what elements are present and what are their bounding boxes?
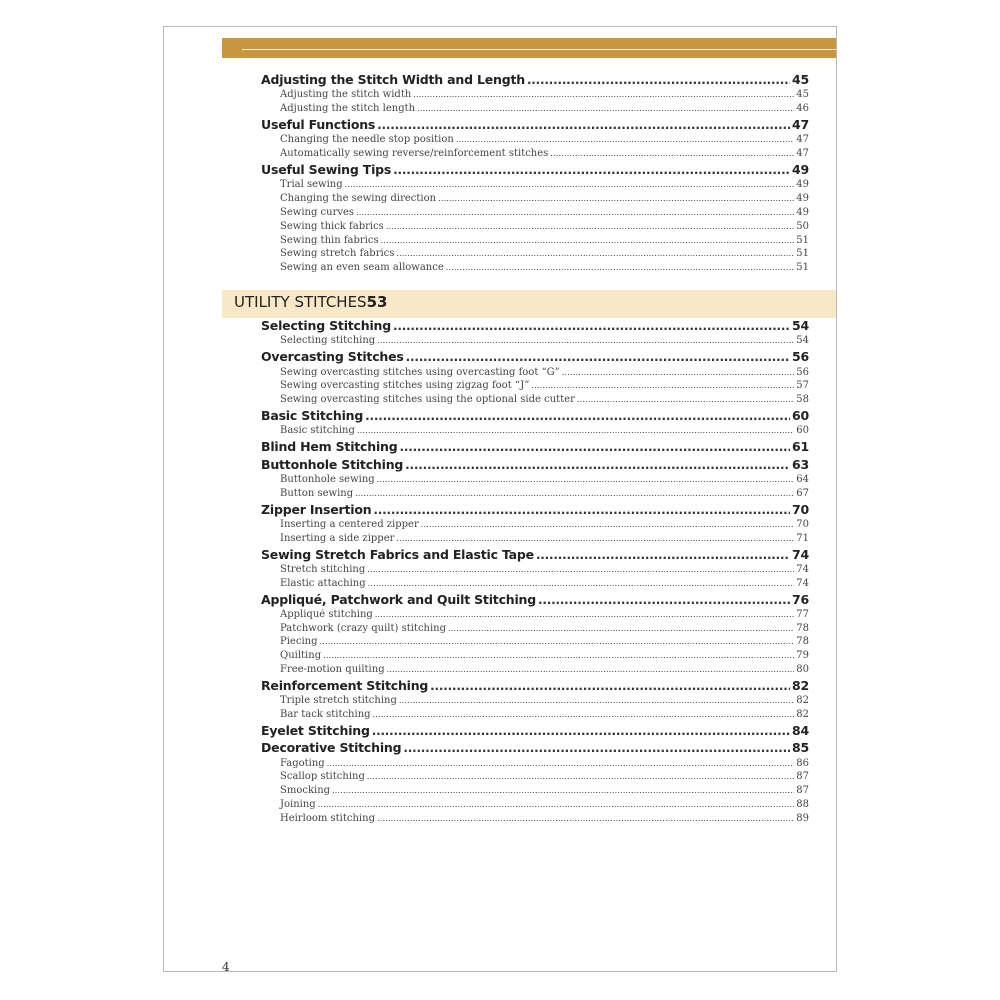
toc-dot-leader [318, 800, 795, 809]
toc-entry-title: Sewing overcasting stitches using overcasting foot “G” [280, 366, 560, 378]
toc-entry-title: Trial sewing [280, 179, 343, 191]
toc-entry-page: 47 [796, 148, 809, 160]
toc-dot-leader [421, 520, 795, 529]
toc-dot-leader [405, 458, 790, 472]
toc-entry-title: Zipper Insertion [261, 501, 372, 517]
toc-entry-page: 67 [796, 487, 809, 499]
toc-dot-leader [438, 194, 794, 203]
toc-dot-leader [446, 263, 795, 272]
toc-entry-title: Sewing Stretch Fabrics and Elastic Tape [261, 546, 534, 562]
toc-entry-title: Basic stitching [280, 425, 355, 437]
toc-dot-leader [417, 104, 794, 113]
toc-subentry [261, 609, 809, 623]
toc-subentry [261, 636, 809, 650]
toc-entry-page: 70 [796, 518, 809, 530]
toc-subentry [261, 623, 809, 637]
toc-dot-leader [393, 163, 790, 177]
toc-subentry [261, 813, 809, 827]
toc-subentry [261, 262, 809, 276]
toc-entry-title: Sewing thick fabrics [280, 220, 384, 232]
toc-subentry [261, 488, 809, 502]
toc-entry-page: 49 [796, 206, 809, 218]
toc-entry-title: Triple stretch stitching [280, 695, 397, 707]
toc-subentry [261, 695, 809, 709]
toc-entry-page: 71 [796, 532, 809, 544]
toc-dot-leader [538, 593, 790, 607]
toc-entry-title: Changing the sewing direction [280, 193, 437, 205]
toc-list-utility [261, 318, 809, 827]
section-page: 53 [366, 293, 388, 311]
toc-entry-title: Useful Functions [261, 116, 376, 132]
toc-entry-page: 49 [796, 179, 809, 191]
toc-entry-title: Selecting Stitching [261, 318, 391, 333]
toc-entry-title: Buttonhole sewing [280, 473, 375, 485]
toc-entry-title: Buttonhole Stitching [261, 456, 404, 472]
toc-dot-leader [327, 759, 795, 768]
toc-dot-leader [413, 90, 794, 99]
toc-dot-leader [399, 696, 794, 705]
toc-subentry [261, 235, 809, 249]
toc-subentry [261, 207, 809, 221]
toc-dot-leader [357, 426, 794, 435]
toc-entry-title: Appliqué, Patchwork and Quilt Stitching [261, 591, 537, 607]
toc-subentry [261, 134, 809, 148]
toc-entry-title: Patchwork (crazy quilt) stitching [280, 622, 447, 634]
toc-subentry [261, 367, 809, 381]
toc-subentry [261, 519, 809, 533]
toc-entry-title: Blind Hem Stitching [261, 439, 398, 455]
section-title: UTILITY STITCHES [234, 293, 367, 311]
toc-dot-leader [406, 350, 790, 364]
toc-entry-page: 46 [796, 103, 809, 115]
toc-dot-leader [372, 724, 790, 738]
toc-dot-leader [365, 409, 790, 423]
toc-chapter-entry [261, 457, 809, 474]
toc-dot-leader [577, 395, 794, 404]
toc-entry-title: Button sewing [280, 487, 354, 499]
toc-entry-page: 82 [792, 677, 809, 693]
toc-entry-page: 51 [796, 262, 809, 274]
toc-entry-page: 47 [792, 116, 809, 132]
toc-dot-leader [345, 180, 795, 189]
toc-entry-title: Elastic attaching [280, 577, 366, 589]
toc-dot-leader [377, 118, 790, 132]
toc-entry-page: 84 [792, 722, 809, 738]
toc-subentry [261, 709, 809, 723]
toc-entry-page: 60 [796, 425, 809, 437]
toc-dot-leader [367, 772, 794, 781]
toc-subentry [261, 89, 809, 103]
toc-subentry [261, 578, 809, 592]
toc-entry-page: 79 [796, 650, 809, 662]
toc-entry-title: Basic Stitching [261, 407, 364, 423]
toc-dot-leader [448, 624, 794, 633]
toc-subentry [261, 248, 809, 262]
toc-entry-page: 82 [796, 709, 809, 721]
toc-chapter-entry [261, 678, 809, 695]
toc-entry-page: 64 [796, 473, 809, 485]
toc-entry-title: Adjusting the stitch width [280, 89, 412, 101]
toc-chapter-entry [261, 349, 809, 366]
toc-subentry [261, 785, 809, 799]
toc-dot-leader [527, 73, 790, 87]
toc-entry-page: 87 [796, 771, 809, 783]
toc-entry-page: 56 [792, 349, 809, 365]
toc-dot-leader [430, 679, 790, 693]
toc-subentry [261, 425, 809, 439]
toc-dot-leader [387, 665, 795, 674]
toc-chapter-entry [261, 502, 809, 519]
toc-chapter-entry [261, 162, 809, 179]
toc-dot-leader [368, 579, 795, 588]
toc-entry-page: 85 [792, 740, 809, 756]
toc-dot-leader [531, 381, 794, 390]
toc-entry-title: Smocking [280, 785, 331, 797]
toc-entry-title: Scallop stitching [280, 771, 365, 783]
toc-entry-title: Overcasting Stitches [261, 349, 404, 365]
toc-entry-title: Quilting [280, 650, 322, 662]
toc-entry-title: Sewing an even seam allowance [280, 262, 444, 274]
toc-entry-page: 77 [796, 608, 809, 620]
toc-entry-page: 56 [796, 366, 809, 378]
toc-entry-page: 57 [796, 380, 809, 392]
toc-entry-page: 89 [796, 812, 809, 824]
toc-entry-page: 82 [796, 695, 809, 707]
toc-entry-page: 87 [796, 785, 809, 797]
toc-dot-leader [356, 208, 794, 217]
toc-dot-leader [536, 548, 790, 562]
toc-entry-title: Joining [280, 799, 316, 811]
toc-entry-title: Adjusting the Stitch Width and Length [261, 72, 525, 87]
toc-list-top [261, 72, 809, 276]
toc-dot-leader [456, 135, 794, 144]
toc-entry-page: 78 [796, 636, 809, 648]
toc-subentry [261, 771, 809, 785]
toc-dot-leader [377, 336, 794, 345]
toc-entry-title: Reinforcement Stitching [261, 677, 429, 693]
header-band [222, 38, 836, 58]
toc-subentry [261, 103, 809, 117]
toc-chapter-entry [261, 740, 809, 757]
toc-entry-title: Changing the needle stop position [280, 134, 454, 146]
toc-subentry [261, 758, 809, 772]
toc-dot-leader [367, 565, 794, 574]
toc-chapter-entry [261, 72, 809, 89]
toc-chapter-entry [261, 318, 809, 335]
toc-subentry [261, 564, 809, 578]
toc-dot-leader [386, 222, 794, 231]
toc-subentry [261, 148, 809, 162]
toc-entry-title: Sewing thin fabrics [280, 234, 379, 246]
toc-dot-leader [332, 786, 794, 795]
toc-entry-page: 70 [792, 501, 809, 517]
toc-entry-title: Free-motion quilting [280, 664, 385, 676]
toc-entry-page: 80 [796, 664, 809, 676]
toc-entry-page: 58 [796, 394, 809, 406]
toc-entry-page: 51 [796, 234, 809, 246]
toc-dot-leader [373, 503, 790, 517]
toc-entry-page: 88 [796, 799, 809, 811]
section-heading-utility-stitches [234, 293, 809, 315]
toc-subentry [261, 533, 809, 547]
toc-entry-title: Sewing overcasting stitches using the optional side cutter [280, 394, 575, 406]
toc-entry-page: 49 [796, 193, 809, 205]
toc-subentry [261, 664, 809, 678]
toc-dot-leader [377, 475, 795, 484]
toc-subentry [261, 650, 809, 664]
toc-entry-title: Fagoting [280, 757, 325, 769]
toc-entry-page: 74 [796, 577, 809, 589]
toc-entry-page: 50 [796, 220, 809, 232]
toc-entry-title: Heirloom stitching [280, 812, 375, 824]
toc-entry-page: 45 [792, 72, 809, 87]
toc-entry-title: Stretch stitching [280, 563, 366, 575]
toc-entry-page: 54 [796, 335, 809, 347]
toc-entry-title: Sewing curves [280, 206, 355, 218]
toc-dot-leader [562, 368, 795, 377]
toc-subentry [261, 799, 809, 813]
toc-subentry [261, 193, 809, 207]
toc-dot-leader [373, 710, 795, 719]
toc-dot-leader [323, 651, 794, 660]
toc-dot-leader [403, 741, 790, 755]
toc-entry-title: Bar tack stitching [280, 709, 371, 721]
toc-entry-title: Adjusting the stitch length [280, 103, 416, 115]
toc-entry-page: 74 [796, 563, 809, 575]
toc-dot-leader [396, 249, 794, 258]
toc-entry-page: 45 [796, 89, 809, 101]
toc-subentry [261, 380, 809, 394]
toc-subentry [261, 335, 809, 349]
toc-entry-page: 60 [792, 407, 809, 423]
toc-dot-leader [393, 319, 790, 333]
toc-entry-title: Sewing stretch fabrics [280, 248, 395, 260]
toc-entry-page: 54 [792, 318, 809, 333]
toc-chapter-entry [261, 408, 809, 425]
toc-dot-leader [320, 637, 795, 646]
page-number: 4 [222, 960, 230, 974]
toc-dot-leader [377, 814, 794, 823]
toc-entry-title: Eyelet Stitching [261, 722, 370, 738]
toc-dot-leader [355, 489, 794, 498]
toc-subentry [261, 474, 809, 488]
toc-chapter-entry [261, 117, 809, 134]
toc-entry-page: 47 [796, 134, 809, 146]
toc-entry-title: Sewing overcasting stitches using zigzag foot “J” [280, 380, 530, 392]
toc-dot-leader [381, 236, 795, 245]
toc-entry-title: Decorative Stitching [261, 740, 402, 756]
toc-entry-page: 86 [796, 757, 809, 769]
toc-entry-title: Inserting a side zipper [280, 532, 395, 544]
toc-entry-page: 49 [792, 161, 809, 177]
toc-dot-leader [400, 440, 791, 454]
toc-entry-title: Useful Sewing Tips [261, 161, 392, 177]
toc-subentry [261, 179, 809, 193]
toc-entry-title: Automatically sewing reverse/reinforcement stitches [280, 148, 549, 160]
toc-entry-title: Appliqué stitching [280, 608, 373, 620]
toc-entry-page: 74 [792, 546, 809, 562]
toc-entry-page: 76 [792, 591, 809, 607]
toc-dot-leader [550, 149, 794, 158]
toc-entry-page: 51 [796, 248, 809, 260]
toc-chapter-entry [261, 439, 809, 456]
toc-chapter-entry [261, 723, 809, 740]
toc-entry-page: 78 [796, 622, 809, 634]
toc-entry-page: 63 [792, 456, 809, 472]
toc-subentry [261, 394, 809, 408]
toc-entry-title: Inserting a centered zipper [280, 518, 419, 530]
toc-subentry [261, 221, 809, 235]
toc-chapter-entry [261, 547, 809, 564]
toc-entry-title: Selecting stitching [280, 335, 376, 347]
toc-entry-page: 61 [792, 439, 809, 455]
header-rule [242, 49, 836, 50]
toc-entry-title: Piecing [280, 636, 318, 648]
toc-chapter-entry [261, 592, 809, 609]
toc-dot-leader [396, 534, 794, 543]
toc-dot-leader [375, 610, 794, 619]
